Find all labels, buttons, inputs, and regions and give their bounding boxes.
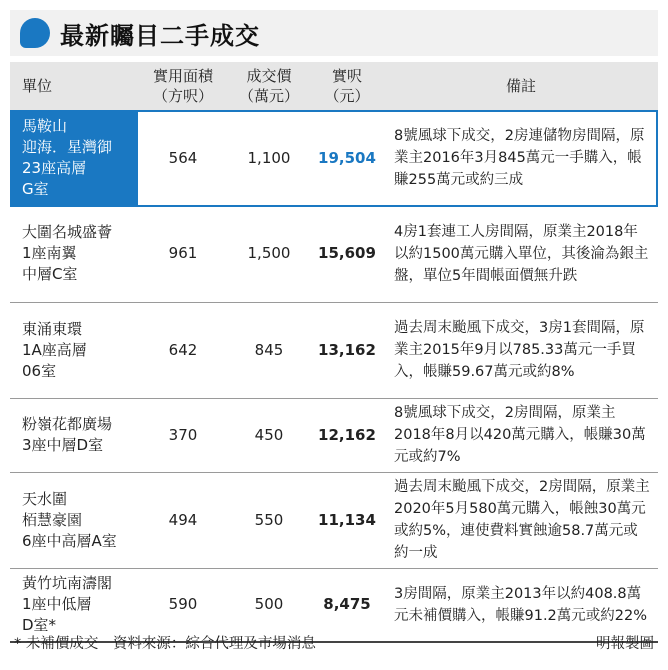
transactions-table: [10, 62, 658, 643]
price-value: 13,162: [318, 340, 376, 359]
footer: [14, 632, 654, 653]
table-row: [10, 110, 658, 206]
deal-value: 450: [254, 425, 284, 444]
table-header: [10, 62, 658, 110]
price-value: 11,134: [318, 510, 376, 529]
note-text: 8號風球下成交，2房間隔，原業主2018年8月以420萬元購入，帳賺30萬元或約7%: [394, 405, 646, 465]
note-text: 8號風球下成交，2房連儲物房間隔，原業主2016年3月845萬元一手購入，帳賺255萬元或約三成: [394, 128, 645, 188]
area-value: 494: [168, 510, 198, 529]
table-row: [10, 398, 658, 472]
area-value: 961: [168, 244, 198, 263]
deal-value: 1,500: [247, 244, 291, 263]
note-text: 3房間隔，原業主2013年以約408.8萬元未補價購入，帳賺91.2萬元或約22%: [394, 585, 648, 624]
table-row: [10, 302, 658, 398]
table-row: [10, 472, 658, 568]
price-value: 12,162: [318, 425, 376, 444]
area-value: 642: [168, 340, 198, 359]
unit-name: 黃竹坑南濤閣 1座中低層 D室*: [22, 574, 113, 635]
price-value: 19,504: [318, 148, 376, 167]
credit: 明報製圖: [596, 636, 654, 652]
speech-bubble-icon: [20, 18, 50, 48]
header-area: 實用面積 （方呎）: [152, 67, 213, 105]
deal-value: 550: [254, 510, 284, 529]
header-name: 單位: [22, 77, 53, 95]
note-text: 4房1套連工人房間隔，原業主2018年以約1500萬元購入單位，其後淪為銀主盤，單位5年間帳面價無升跌: [394, 223, 649, 284]
header-price: 實呎 （元）: [324, 67, 370, 105]
title-bar: [10, 10, 658, 56]
deal-value: 1,100: [247, 148, 291, 167]
table-row: [10, 206, 658, 302]
price-value: 15,609: [318, 244, 376, 263]
area-value: 370: [168, 425, 198, 444]
area-value: 590: [168, 595, 198, 614]
note-text: 過去周末颱風下成交，3房1套間隔，原業主2015年9月以785.33萬元一手買入，帳賺59.67萬元或約8%: [394, 320, 645, 380]
price-value: 8,475: [323, 595, 371, 614]
unit-name: 馬鞍山 迎海．星灣御 23座高層 G室: [10, 110, 138, 206]
unit-name: 大圍名城盛薈 1座南翼 中層C室: [22, 223, 113, 284]
header-deal: 成交價 （萬元）: [238, 67, 299, 105]
unit-name: 東涌東環 1A座高層 06室: [22, 319, 87, 380]
area-value: 564: [168, 148, 198, 167]
header-note: 備註: [505, 77, 536, 95]
deal-value: 500: [254, 595, 284, 614]
unit-name: 天水圍 栢慧豪園 6座中高層A室: [22, 489, 117, 550]
page-title: 最新矚目二手成交: [60, 21, 260, 50]
note-text: 過去周末颱風下成交，2房間隔，原業主2020年5月580萬元購入，帳蝕30萬元或約5%，連使費料實蝕逾58.7萬元或約一成: [394, 479, 650, 561]
unit-name: 粉嶺花都廣場 3座中層D室: [22, 415, 113, 454]
deal-value: 845: [254, 340, 284, 359]
table-row: [10, 568, 658, 642]
footnote-source: * 未補價成交 資料來源：綜合代理及市場消息: [14, 636, 316, 652]
